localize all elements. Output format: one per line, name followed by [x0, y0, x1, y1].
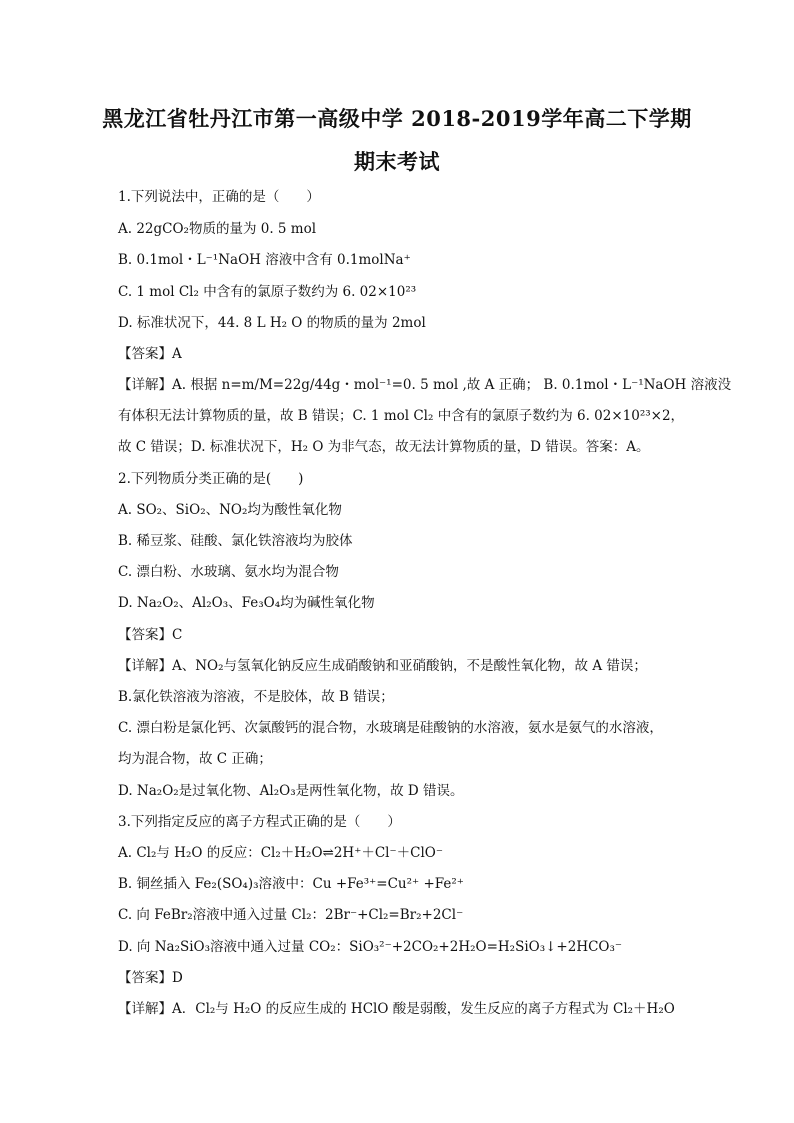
question-2-explanation-line: D. Na₂O₂是过氧化物、Al₂O₃是两性氧化物，故 D 错误。: [118, 783, 464, 799]
document-title: 黑龙江省牡丹江市第一高级中学 2018-2019学年高二下学期: [102, 106, 692, 131]
question-2-explanation-line: 均为混合物，故 C 正确；: [118, 751, 272, 767]
question-1-option-a: A. 22gCO₂物质的量为 0. 5 mol: [118, 221, 317, 237]
question-1-explanation-line: 有体积无法计算物质的量，故 B 错误；C. 1 mol Cl₂ 中含有的氯原子数约为 6. 02×10²³×2，: [118, 408, 685, 424]
question-2-option-c: C. 漂白粉、水玻璃、氨水均为混合物: [118, 564, 339, 580]
question-1-explanation-line: 故 C 错误；D. 标准状况下，H₂ O 为非气态，故无法计算物质的量，D 错误。答案：A。: [118, 439, 650, 455]
question-3-option-a: A. Cl₂与 H₂O 的反应：Cl₂＋H₂O⇌2H⁺＋Cl⁻＋ClO⁻: [118, 845, 443, 861]
question-3-option-d: D. 向 Na₂SiO₃溶液中通入过量 CO₂：SiO₃²⁻+2CO₂+2H₂O=H₂SiO₃↓+2HCO₃⁻: [118, 939, 623, 955]
question-2-explanation-line: 【详解】A、NO₂与氢氧化钠反应生成硝酸钠和亚硝酸钠，不是酸性氧化物，故 A 错误；: [118, 658, 647, 674]
question-2-stem: 2.下列物质分类正确的是( ): [118, 471, 304, 487]
question-1-option-b: B. 0.1mol・L⁻¹NaOH 溶液中含有 0.1molNa⁺: [118, 252, 411, 268]
question-2-answer: 【答案】C: [118, 627, 183, 643]
question-2-option-d: D. Na₂O₂、Al₂O₃、Fe₃O₄均为碱性氧化物: [118, 595, 375, 611]
question-3-option-c: C. 向 FeBr₂溶液中通入过量 Cl₂：2Br⁻+Cl₂=Br₂+2Cl⁻: [118, 907, 464, 923]
question-1-option-d: D. 标准状况下，44. 8 L H₂ O 的物质的量为 2mol: [118, 315, 426, 331]
question-2-option-a: A. SO₂、SiO₂、NO₂均为酸性氧化物: [118, 502, 342, 518]
question-3-explanation-line: 【详解】A．Cl₂与 H₂O 的反应生成的 HClO 酸是弱酸，发生反应的离子方程式为 Cl₂＋H₂O: [118, 1001, 675, 1017]
question-2-explanation-line: C. 漂白粉是氯化钙、次氯酸钙的混合物，水玻璃是硅酸钠的水溶液，氨水是氨气的水溶液，: [118, 720, 663, 736]
question-3-answer: 【答案】D: [118, 970, 183, 986]
question-3-option-b: B. 铜丝插入 Fe₂(SO₄)₃溶液中：Cu +Fe³⁺=Cu²⁺ +Fe²⁺: [118, 876, 464, 892]
question-1-explanation-line: 【详解】A. 根据 n=m/M=22g/44g・mol⁻¹=0. 5 mol ,故 A 正确； B. 0.1mol・L⁻¹NaOH 溶液没: [118, 377, 732, 393]
document-subtitle: 期末考试: [354, 149, 440, 174]
question-3-stem: 3.下列指定反应的离子方程式正确的是（ ）: [118, 814, 401, 830]
question-1-option-c: C. 1 mol Cl₂ 中含有的氯原子数约为 6. 02×10²³: [118, 284, 417, 300]
question-1-answer: 【答案】A: [118, 346, 182, 362]
question-2-option-b: B. 稀豆浆、硅酸、氯化铁溶液均为胶体: [118, 533, 353, 549]
question-1-stem: 1.下列说法中，正确的是（ ）: [118, 189, 320, 205]
question-2-explanation-line: B.氯化铁溶液为溶液，不是胶体，故 B 错误；: [118, 689, 394, 705]
